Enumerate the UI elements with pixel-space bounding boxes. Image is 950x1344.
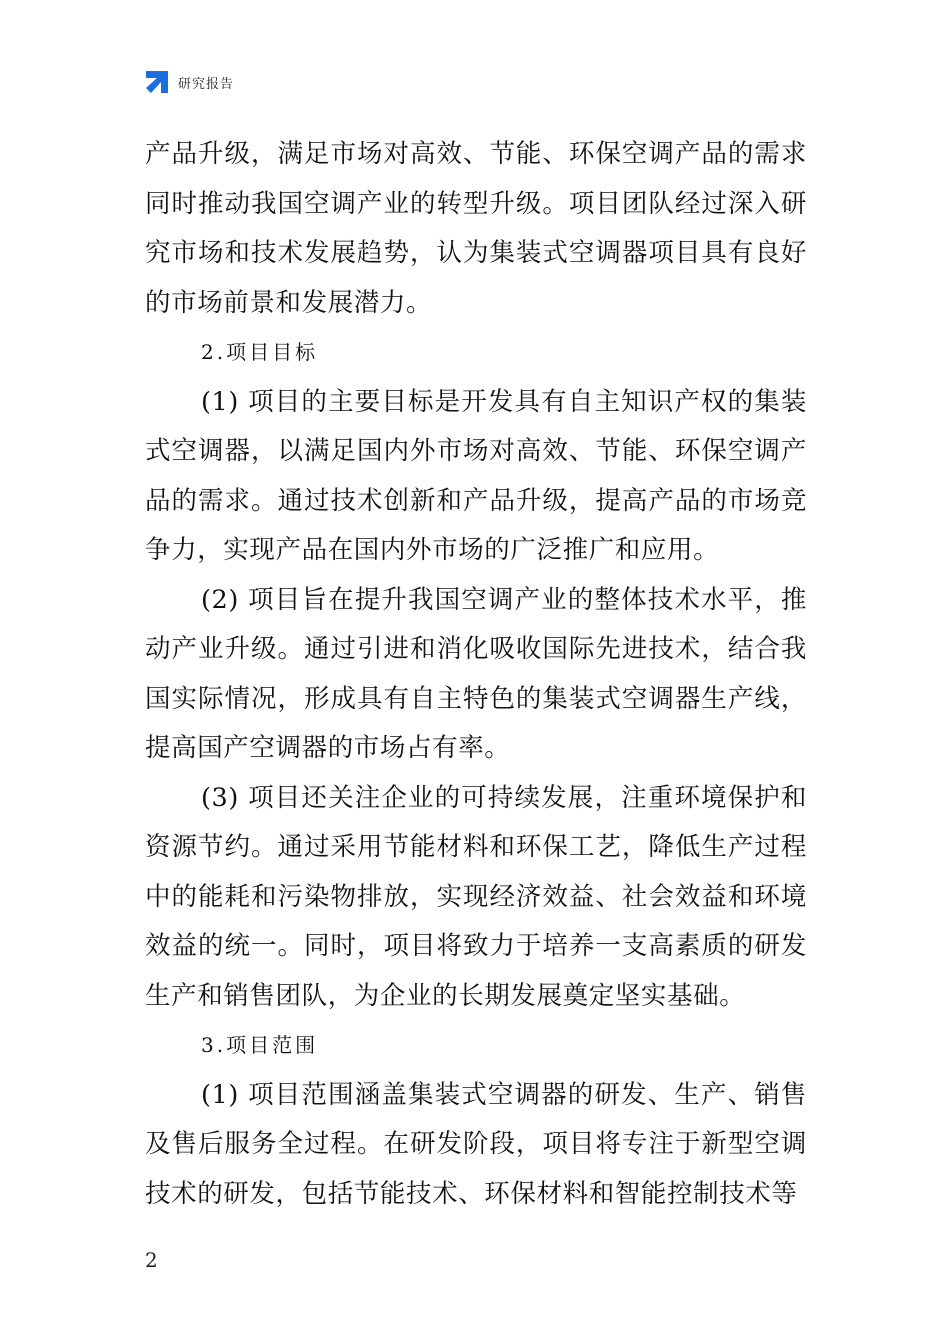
paragraph-scope-1: (1) 项目范围涵盖集装式空调器的研发、生产、销售及售后服务全过程。在研发阶段，项目将专注于新型空调技术的研发，包括节能技术、环保材料和智能控制技术等 — [145, 1079, 807, 1209]
paragraph-goal-2: (2) 项目旨在提升我国空调产业的整体技术水平，推动产业升级。通过引进和消化吸收国际先进技术，结合我国实际情况，形成具有自主特色的集装式空调器生产线，提高国产空调器的市场占有率。 — [145, 584, 807, 763]
paragraph-goal-1: (1) 项目的主要目标是开发具有自主知识产权的集装式空调器，以满足国内外市场对高效、节能、环保空调产品的需求。通过技术创新和产品升级，提高产品的市场竞争力，实现产品在国内外市场的广泛推广和应用。 — [145, 386, 807, 565]
document-body — [145, 130, 807, 1219]
arrow-logo-icon — [145, 70, 169, 94]
page-number: 2 — [145, 1248, 158, 1272]
header-title: 研究报告 — [178, 76, 235, 92]
section-heading-project-scope: 3.项目范围 — [201, 1033, 319, 1057]
section-heading-project-goals: 2.项目目标 — [201, 340, 319, 364]
page-header — [145, 68, 234, 96]
paragraph-goal-3: (3) 项目还关注企业的可持续发展，注重环境保护和资源节约。通过采用节能材料和环保工艺，降低生产过程中的能耗和污染物排放，实现经济效益、社会效益和环境效益的统一。同时，项目将致力于培养一支高素质的研发生产和销售团队，为企业的长期发展奠定坚实基础。 — [145, 782, 807, 1011]
paragraph-intro-continuation: 产品升级，满足市场对高效、节能、环保空调产品的需求同时推动我国空调产业的转型升级。项目团队经过深入研究市场和技术发展趋势，认为集装式空调器项目具有良好的市场前景和发展潜力。 — [145, 139, 807, 318]
